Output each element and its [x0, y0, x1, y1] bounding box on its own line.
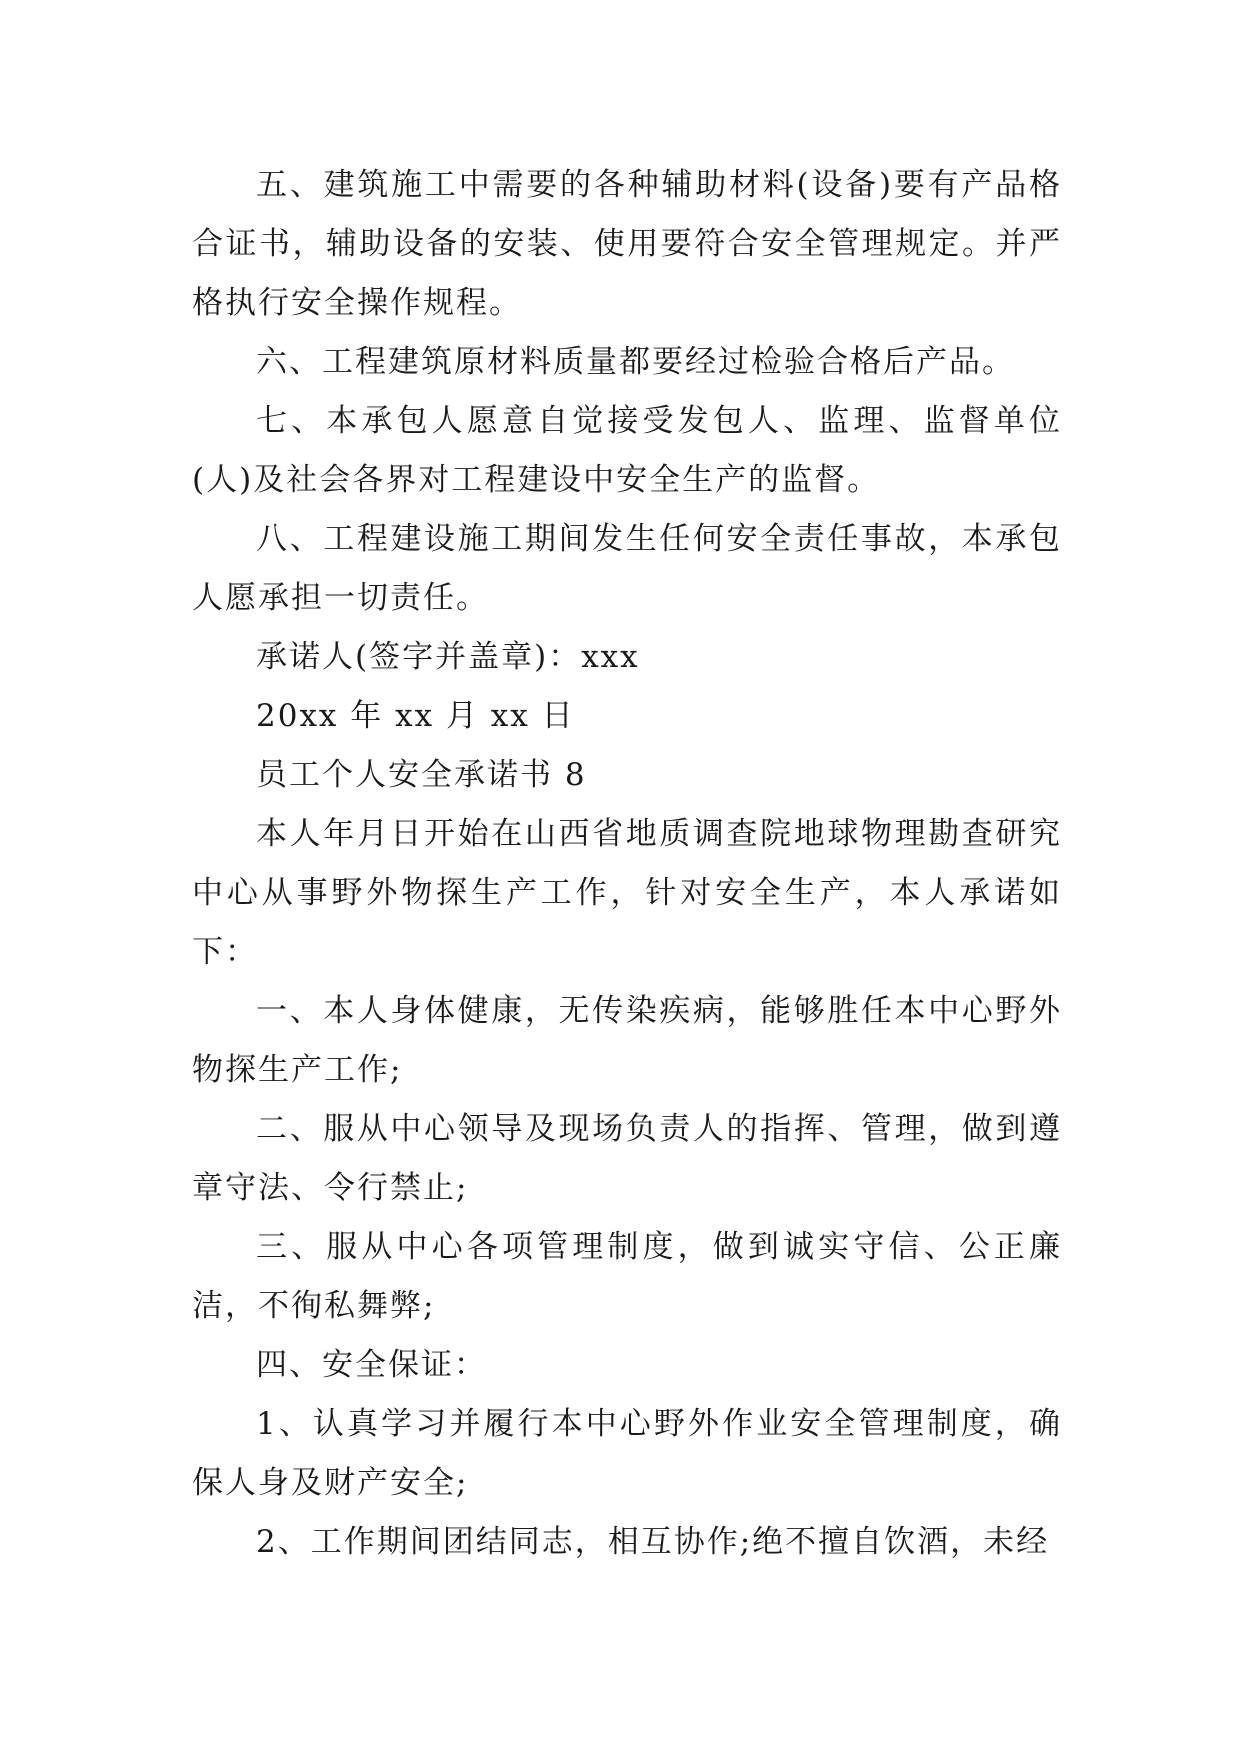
commitment-item-3: 三、服从中心各项管理制度，做到诚实守信、公正廉洁，不徇私舞弊;	[192, 1229, 1062, 1324]
section-title: 员工个人安全承诺书 8	[256, 757, 587, 793]
safety-item-1: 1、认真学习并履行本中心野外作业安全管理制度，确保人身及财产安全;	[192, 1406, 1062, 1501]
paragraph-item-7: 七、本承包人愿意自觉接受发包人、监理、监督单位(人)及社会各界对工程建设中安全生产的监督。	[192, 403, 1062, 498]
commitment-item-2: 二、服从中心领导及现场负责人的指挥、管理，做到遵章守法、令行禁止;	[192, 1111, 1062, 1206]
paragraph-item-6: 六、工程建筑原材料质量都要经过检验合格后产品。	[256, 344, 1015, 380]
date-line: 20xx 年 xx 月 xx 日	[256, 698, 575, 734]
paragraph-item-8: 八、工程建设施工期间发生任何安全责任事故，本承包人愿承担一切责任。	[192, 521, 1062, 616]
paragraph-item-5: 五、建筑施工中需要的各种辅助材料(设备)要有产品格合证书，辅助设备的安装、使用要符合安全管理规定。并严格执行安全操作规程。	[192, 167, 1062, 321]
document-body	[192, 156, 1062, 1572]
safety-item-2: 2、工作期间团结同志，相互协作;绝不擅自饮酒，未经	[256, 1524, 1050, 1560]
signature-line: 承诺人(签字并盖章)：xxx	[256, 639, 640, 675]
intro-paragraph: 本人年月日开始在山西省地质调查院地球物理勘查研究中心从事野外物探生产工作，针对安全生产，本人承诺如下：	[192, 816, 1062, 970]
commitment-item-4: 四、安全保证：	[256, 1347, 487, 1383]
commitment-item-1: 一、本人身体健康，无传染疾病，能够胜任本中心野外物探生产工作;	[192, 993, 1062, 1088]
